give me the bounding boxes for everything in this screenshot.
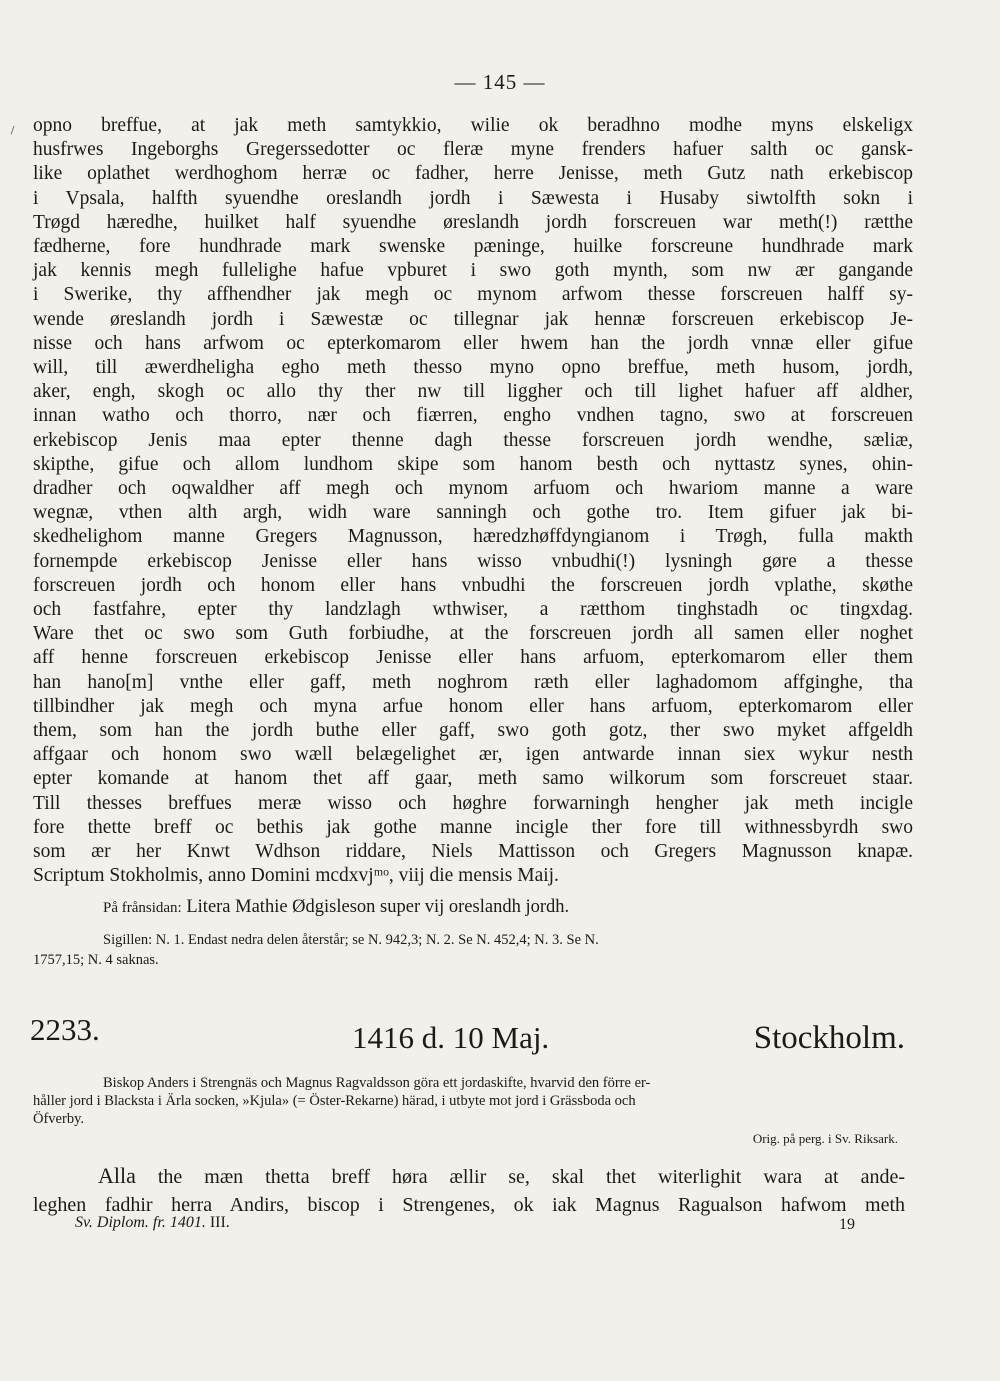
text-line: i Vpsala, halfth syuendhe oreslandh jordh i Sæwesta i Husaby siwtolfth sokn i xyxy=(33,187,913,209)
sheet-number: 19 xyxy=(839,1216,855,1233)
initial-word: Alla xyxy=(98,1163,136,1188)
volume-mark: III. xyxy=(209,1214,230,1231)
text-line: fædherne, fore hundhrade mark swenske pæninge, huilke forscreune hundhrade mark xyxy=(33,236,913,258)
text-line: erkebiscop Jenis maa epter thenne dagh thesse forscreuen jordh wendhe, sæliæ, xyxy=(33,429,913,451)
text-line: forscreuen jordh och honom eller hans vnbudhi the forscreuen jordh vplathe, skøthe xyxy=(33,574,913,596)
summary-line: Biskop Anders i Strengnäs och Magnus Ragvaldsson göra ett jordaskifte, hvarvid den förre er- xyxy=(103,1075,651,1091)
summary-line: Öfverby. xyxy=(33,1111,84,1127)
text-line: leghen fadhir herra Andirs, biscop i Strengenes, ok iak Magnus Ragualson hafwom meth xyxy=(33,1194,905,1216)
text-line: affgaar och honom swo wæll belægelighet ær, igen antwarde innan siex wykur nesth xyxy=(33,744,913,766)
text-line: och fastfahre, epter thy landzlagh wthwiser, a rætthom tinghstadh oc tingxdag. xyxy=(33,599,913,621)
document-place: Stockholm. xyxy=(753,1020,905,1056)
text-line: aff henne forscreuen erkebiscop Jenisse eller hans arfuom, epterkomarom eller them xyxy=(33,647,913,669)
text-line: will, till æwerdheligha egho meth thesso myno opno breffue, meth husom, jordh, xyxy=(33,357,913,379)
text-line: husfrwes Ingeborghs Gregerssedotter oc fleræ myne frenders hafuer salth oc gansk- xyxy=(33,139,913,161)
seals-line: 1757,15; N. 4 saknas. xyxy=(33,952,159,968)
text-line: innan watho och thorro, nær och fiærren, engho vndhen tagno, swo at forscreuen xyxy=(33,405,913,427)
page-footer xyxy=(75,1214,855,1232)
text-line: Scriptum Stokholmis, anno Domini mcdxvjᵐᵒ, viij die mensis Maij. xyxy=(33,865,559,887)
verso-label: På frånsidan: xyxy=(103,900,182,916)
text-line: dradher och oqwaldher aff megh och mynom arfuom och hwariom manne a ware xyxy=(33,478,913,500)
document-date: 1416 d. 10 Maj. xyxy=(352,1020,550,1055)
text-line: Trøgd hæredhe, huilket half syuendhe øreslandh jordh forscreuen war meth(!) rætthe xyxy=(33,211,913,233)
text-line xyxy=(33,1162,905,1191)
text-line: han hano[m] vnthe eller gaff, meth noghrom ræth eller laghadomom affginghe, tha xyxy=(33,671,913,693)
text-line: som ær her Knwt Wdhson riddare, Niels Mattisson och Gregers Magnusson knapæ. xyxy=(33,841,913,863)
text-line-rest: the mæn thetta breff høra ællir se, skal thet witerlighit wara at ande- xyxy=(135,1166,905,1188)
text-line: skedhelighom manne Gregers Magnusson, hæredzhøffdyngianom i Trøgh, fulla makth xyxy=(33,526,913,548)
summary-line: håller jord i Blacksta i Ärla socken, »Kjula» (= Öster-Rekarne) härad, i utbyte mot jord i Grässboda och xyxy=(33,1093,636,1109)
text-line: i Swerike, thy affhendher jak megh oc mynom arfwom thesse forscreuen halff sy- xyxy=(33,284,913,306)
text-line: wegnæ, vthen alth argh, widh ware sanningh och gothe tro. Item gifuer jak bi- xyxy=(33,502,913,524)
text-line: like oplathet werdhoghom herræ oc fadher, herre Jenisse, meth Gutz nath erkebiscop xyxy=(33,163,913,185)
document-summary xyxy=(33,1074,905,1128)
text-line: opno breffue, at jak meth samtykkio, wilie ok beradhno modhe myns elskeligx xyxy=(33,115,913,136)
text-line: nisse och hans arfwom oc epterkomarom eller hwem han the jordh vnnæ eller gifue xyxy=(33,332,913,354)
source-note: Orig. på perg. i Sv. Riksark. xyxy=(752,1131,898,1146)
text-line: skipthe, gifue och allom lundhom skipe som hanom besth och nyttastz synes, ohin- xyxy=(33,453,913,475)
margin-mark xyxy=(11,126,17,135)
seals-line: Sigillen: N. 1. Endast nedra delen återstår; se N. 942,3; N. 2. Se N. 452,4; N. 3. Se N. xyxy=(103,932,599,948)
text-line: tillbindher jak megh och myna arfue honom eller hans arfuom, epterkomarom eller xyxy=(33,695,913,717)
text-line: Till thesses breffues meræ wisso och høghre forwarningh hengher jak meth incigle xyxy=(33,792,913,814)
text-line: wende øreslandh jordh i Sæwestæ oc tillegnar jak hennæ forscreuen erkebiscop Je- xyxy=(33,308,913,330)
document-header xyxy=(30,1012,905,1062)
text-line: fore thette breff oc bethis jak gothe manne incigle ther fore till withnessbyrdh swo xyxy=(33,816,913,838)
text-line: them, som han the jordh buthe eller gaff, swo goth gotz, ther swo myket affgeldh xyxy=(33,720,913,742)
verso-note xyxy=(33,897,905,918)
text-line: aker, engh, skogh oc allo thy ther nw till liggher och till lighet hafuer aff aldher, xyxy=(33,381,913,403)
text-line: jak kennis megh fullelighe hafue vpburet i swo goth mynth, som nw ær gangande xyxy=(33,260,913,282)
verso-text: Litera Mathie Ødgisleson super vij oreslandh jordh. xyxy=(186,897,570,917)
page-number: — 145 — xyxy=(454,70,546,94)
text-line: Ware thet oc swo som Guth forbiudhe, at the forscreuen jordh all samen eller noghet xyxy=(33,623,913,645)
seals-note xyxy=(33,930,905,970)
text-line: epter komande at hanom thet aff gaar, meth samo wilkorum som forscreuet staar. xyxy=(33,768,913,790)
text-line: fornempde erkebiscop Jenisse eller hans wisso vnbudhi(!) lysningh gøre a thesse xyxy=(33,550,913,572)
charter-text xyxy=(33,114,913,889)
signature-mark: Sv. Diplom. fr. 1401. xyxy=(75,1214,206,1231)
charter-text-2233 xyxy=(33,1162,905,1219)
document-number: 2233. xyxy=(30,1012,100,1047)
